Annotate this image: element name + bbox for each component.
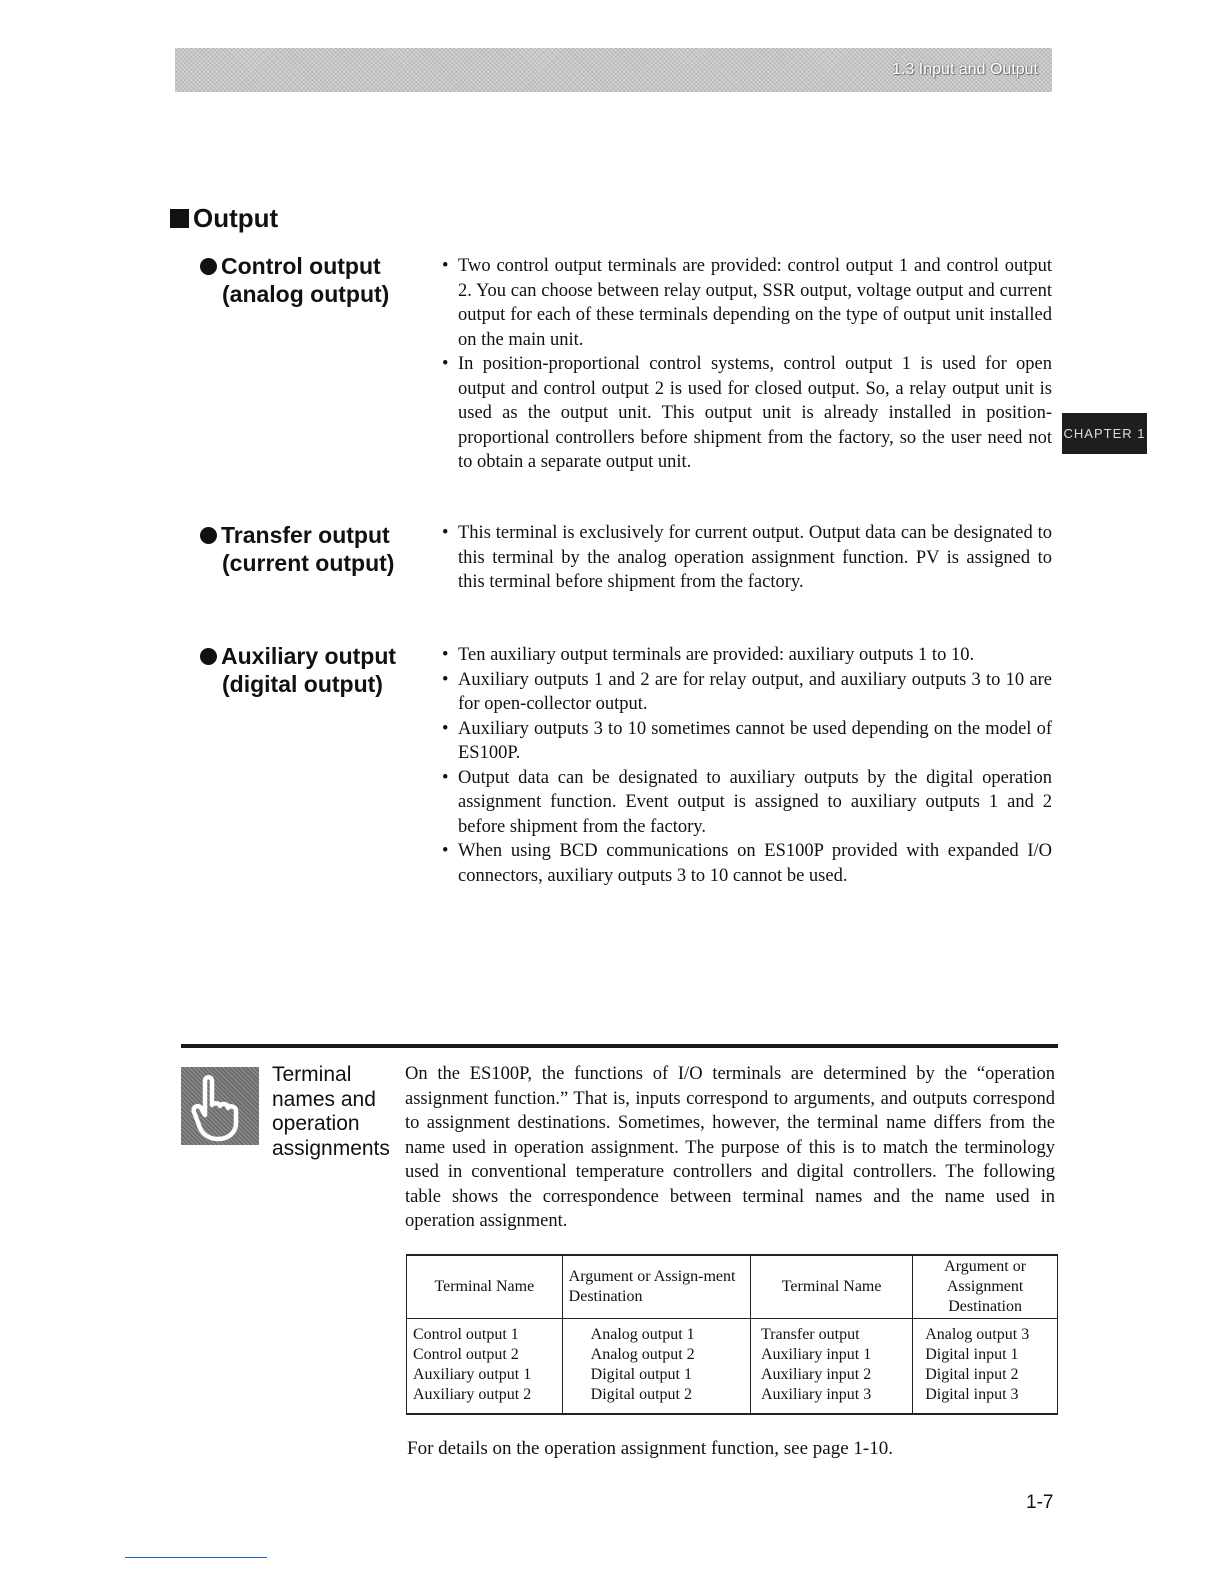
table-row [407, 1319, 1058, 1346]
table-header-cell: Terminal Name [407, 1255, 563, 1319]
auxiliary-output-heading-line2: (digital output) [222, 671, 383, 697]
header-band [175, 48, 1052, 92]
hand-pointer-icon-graphic [181, 1067, 259, 1145]
table-cell: Auxiliary input 2 [751, 1365, 913, 1385]
table-row [407, 1365, 1058, 1385]
transfer-output-bullets [440, 521, 1052, 595]
table-header-row [407, 1255, 1058, 1319]
table-cell: Analog output 1 [562, 1319, 750, 1346]
hand-pointer-icon [181, 1067, 259, 1145]
table-cell: Transfer output [751, 1319, 913, 1346]
circle-bullet-icon [200, 258, 217, 275]
note-label-line1: Terminal [272, 1063, 352, 1086]
note-label [272, 1063, 390, 1161]
terminal-mapping-table [406, 1254, 1058, 1415]
list-item: • Two control output terminals are provided: control output 1 and control output 2. You can choose between relay output, SSR output, voltage output and current output for each of these terminals depending on the type of output unit installed on the main unit. [440, 254, 1052, 352]
table-cell: Auxiliary output 1 [407, 1365, 563, 1385]
transfer-output-heading-line2: (current output) [222, 550, 395, 576]
transfer-output-heading-line1: Transfer output [221, 522, 390, 548]
page-number: 1-7 [1026, 1492, 1054, 1513]
list-item: • Output data can be designated to auxiliary outputs by the digital operation assignment function. Event output is assigned to auxiliary outputs 1 and 2 before shipment from the factory. [440, 766, 1052, 840]
table-cell: Auxiliary input 1 [751, 1345, 913, 1365]
list-item: • When using BCD communications on ES100P provided with expanded I/O connectors, auxiliary outputs 3 to 10 cannot be used. [440, 839, 1052, 888]
table-cell: Control output 1 [407, 1319, 563, 1346]
header-title: 1.3 Input and Output [892, 61, 1038, 78]
control-output-heading-line2: (analog output) [222, 281, 390, 307]
table-cell: Auxiliary output 2 [407, 1385, 563, 1414]
table-row [407, 1345, 1058, 1365]
table-cell: Analog output 3 [913, 1319, 1058, 1346]
table-cell: Auxiliary input 3 [751, 1385, 913, 1414]
transfer-output-heading [200, 521, 394, 577]
note-paragraph: On the ES100P, the functions of I/O terminals are determined by the “operation assignment function.” That is, inputs correspond to arguments, and outputs correspond to assignment destinations. Sometimes, however, the terminal name differs from the name used in operation assignment. The purpose of this is to match the terminology used in conventional temperature controllers and digital controllers. The following table shows the correspondence between terminal names and the name used in operation assignment. [405, 1064, 1055, 1231]
auxiliary-output-heading-line1: Auxiliary output [221, 643, 397, 669]
table-row [407, 1385, 1058, 1414]
table-cell: Control output 2 [407, 1345, 563, 1365]
square-bullet-icon [170, 209, 189, 228]
auxiliary-output-bullets [440, 643, 1052, 888]
auxiliary-output-heading [200, 642, 396, 698]
table-cell: Digital output 1 [562, 1365, 750, 1385]
table-header-cell: Argument or Assignment Destination [913, 1255, 1058, 1319]
footnote-rule [125, 1557, 267, 1558]
table-cell: Digital output 2 [562, 1385, 750, 1414]
section-divider [181, 1044, 1058, 1048]
table-header-cell: Terminal Name [751, 1255, 913, 1319]
control-output-heading-line1: Control output [221, 253, 381, 279]
circle-bullet-icon [200, 527, 217, 544]
footer-note: For details on the operation assignment function, see page 1-10. [407, 1438, 893, 1459]
list-item: • Auxiliary outputs 3 to 10 sometimes cannot be used depending on the model of ES100P. [440, 717, 1052, 766]
note-label-line2: names and [272, 1087, 376, 1111]
list-item: • In position-proportional control systems, control output 1 is used for open output and control output 2 is used for closed output. So, a relay output unit is used as the output unit. This output unit is already installed in position-proportional controllers before shipment from the factory, so the user need not to obtain a separate output unit. [440, 352, 1052, 475]
table-cell: Digital input 3 [913, 1385, 1058, 1414]
list-item: • Ten auxiliary output terminals are provided: auxiliary outputs 1 to 10. [440, 643, 1052, 668]
table-cell: Digital input 1 [913, 1345, 1058, 1365]
control-output-heading [200, 252, 389, 308]
note-label-line3: operation [272, 1112, 360, 1135]
table-cell: Digital input 2 [913, 1365, 1058, 1385]
chapter-tab: CHAPTER 1 [1062, 413, 1147, 454]
list-item: • This terminal is exclusively for current output. Output data can be designated to this terminal by the analog operation assignment function. PV is assigned to this terminal before shipment from the factory. [440, 521, 1052, 595]
section-title [170, 203, 278, 234]
note-label-line4: assignments [272, 1136, 390, 1160]
circle-bullet-icon [200, 648, 217, 665]
control-output-bullets [440, 254, 1052, 475]
table-header-cell: Argument or Assign-ment Destination [562, 1255, 750, 1319]
table-cell: Analog output 2 [562, 1345, 750, 1365]
list-item: • Auxiliary outputs 1 and 2 are for relay output, and auxiliary outputs 3 to 10 are for open-collector output. [440, 668, 1052, 717]
section-title-text: Output [193, 203, 279, 233]
